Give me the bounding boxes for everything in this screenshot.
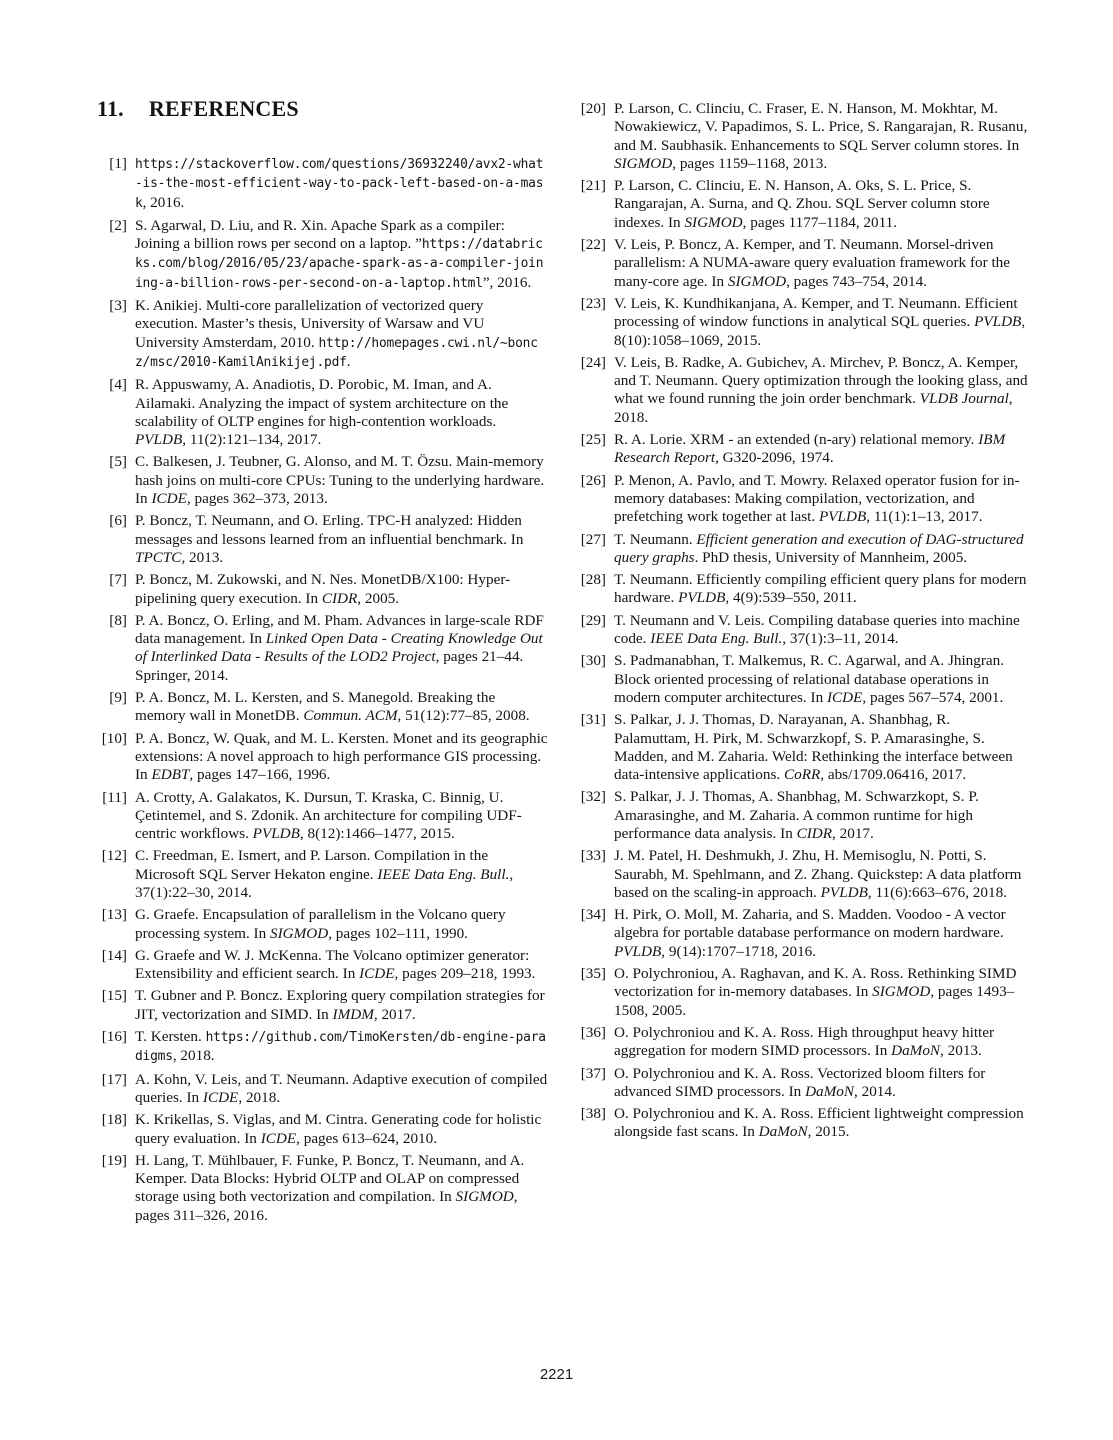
- reference-text: [614, 571, 1028, 608]
- reference-item: [97, 1071, 549, 1108]
- reference-text: [614, 177, 1028, 232]
- reference-number: [32]: [580, 788, 606, 806]
- reference-citation-text: S. Padmanabhan, T. Malkemus, R. C. Agarwal, and A. Jhingran. Block oriented processing of relational database operations in modern computer architectures. In: [614, 652, 1005, 706]
- reference-item: [97, 297, 549, 372]
- reference-citation-text: , 2018.: [614, 390, 1013, 426]
- reference-venue: DaMoN: [805, 1082, 854, 1100]
- reference-item: [576, 177, 1028, 232]
- reference-citation-text: V. Leis, B. Radke, A. Gubichev, A. Mirchev, P. Boncz, A. Kemper, and T. Neumann. Query optimization through the looking glass, and what we found running the join order benchmark.: [614, 353, 1028, 408]
- references-column-left: [97, 96, 549, 1229]
- reference-text: [135, 612, 549, 685]
- reference-item: [97, 906, 549, 943]
- reference-citation-text: H. Lang, T. Mühlbauer, F. Funke, P. Boncz, T. Neumann, and A. Kemper. Data Blocks: Hybrid OLTP and OLAP on compressed storage using both vectorization and compilation. In: [135, 1151, 525, 1206]
- reference-citation-text: P. Boncz, T. Neumann, and O. Erling. TPC-H analyzed: Hidden messages and lessons learned from an influential benchmark. In: [135, 512, 524, 548]
- reference-citation-text: R. A. Lorie. XRM - an extended (n-ary) relational memory.: [614, 431, 979, 449]
- reference-number: [19]: [101, 1151, 127, 1169]
- reference-citation-text: , 11(2):121–134, 2017.: [182, 431, 322, 449]
- reference-citation-text: P. Larson, C. Clinciu, E. N. Hanson, A. Oks, S. L. Price, S. Rangarajan, A. Surna, and Q. Zhou. SQL Server column store indexes. In: [614, 177, 990, 231]
- reference-list-left: [97, 155, 549, 1225]
- reference-number: [2]: [109, 216, 127, 234]
- reference-citation-text: , 9(14):1707–1718, 2016.: [661, 942, 817, 960]
- reference-text: [135, 1111, 549, 1148]
- reference-citation-text: S. Palkar, J. J. Thomas, D. Narayanan, A. Shanbhag, R. Palamuttam, H. Pirk, M. Schwarzkopf, S. P. Amarasinghe, S. Madden, and M. Zaharia. Weld: Rethinking the interface between data-intensive applications.: [614, 711, 1013, 784]
- reference-citation-text: P. A. Boncz, W. Quak, and M. L. Kersten. Monet and its geographic extensions: A novel approach to high performance GIS processing. In: [135, 729, 548, 784]
- reference-citation-text: , pages 21–44. Springer, 2014.: [135, 648, 524, 684]
- reference-citation-text: , 2017.: [832, 824, 874, 842]
- reference-citation-text: J. M. Patel, H. Deshmukh, J. Zhu, H. Memisoglu, N. Potti, S. Saurabh, M. Spehlmann, and Z. Zhang. Quickstep: A data platform based on the scaling-in approach.: [614, 847, 1022, 901]
- reference-url: http://homepages.cwi.nl/~boncz/msc/2010-KamilAnikijej.pdf: [135, 335, 538, 370]
- reference-url: https://github.com/TimoKersten/db-engine-paradigms: [135, 1030, 546, 1065]
- reference-venue: Linked Open Data - Creating Knowledge Out of Interlinked Data - Results of the LOD2 Project: [135, 630, 543, 666]
- reference-citation-text: , 8(10):1058–1069, 2015.: [614, 313, 1026, 349]
- reference-number: [38]: [580, 1105, 606, 1123]
- section-number: 11.: [97, 96, 124, 121]
- reference-citation-text: V. Leis, K. Kundhikanjana, A. Kemper, and T. Neumann. Efficient processing of window functions in analytical SQL queries.: [614, 294, 1018, 331]
- reference-citation-text: , 37(1):3–11, 2014.: [782, 630, 899, 648]
- reference-item: [576, 295, 1028, 350]
- reference-text: [135, 947, 549, 984]
- reference-citation-text: ”, 2016.: [482, 273, 532, 291]
- reference-citation-text: , pages 362–373, 2013.: [186, 490, 328, 508]
- reference-venue: IEEE Data Eng. Bull.: [650, 630, 783, 648]
- reference-citation-text: , 2014.: [854, 1082, 896, 1100]
- reference-venue: PVLDB: [974, 313, 1022, 331]
- reference-citation-text: K. Krikellas, S. Viglas, and M. Cintra. Generating code for holistic query evaluation. In: [135, 1111, 542, 1147]
- reference-text: [135, 730, 549, 785]
- reference-number: [20]: [580, 100, 606, 117]
- reference-citation-text: T. Neumann. Efficiently compiling efficient query plans for modern hardware.: [614, 571, 1027, 607]
- reference-text: [614, 788, 1028, 843]
- reference-citation-text: , pages 613–624, 2010.: [296, 1129, 438, 1147]
- reference-item: [576, 472, 1028, 527]
- reference-text: [614, 1065, 1028, 1102]
- reference-number: [28]: [580, 571, 606, 589]
- reference-venue: SIGMOD: [684, 213, 743, 231]
- reference-text: [135, 512, 549, 567]
- reference-venue: VLDB Journal: [919, 390, 1009, 408]
- reference-citation-text: , pages 743–754, 2014.: [786, 272, 927, 290]
- reference-item: [576, 431, 1028, 468]
- reference-citation-text: , 2017.: [373, 1005, 416, 1023]
- reference-text: [135, 689, 549, 726]
- reference-citation-text: , pages 567–574, 2001.: [862, 688, 1004, 706]
- section-heading: [97, 96, 549, 122]
- reference-citation-text: T. Neumann.: [614, 530, 697, 548]
- reference-venue: PVLDB: [818, 508, 867, 526]
- reference-item: [97, 689, 549, 726]
- reference-citation-text: P. Boncz, M. Zukowski, and N. Nes. MonetDB/X100: Hyper-pipelining query execution. In: [135, 571, 511, 607]
- reference-citation-text: , pages 209–218, 1993.: [394, 965, 536, 983]
- reference-number: [7]: [109, 571, 127, 589]
- reference-citation-text: , 37(1):22–30, 2014.: [135, 865, 514, 901]
- reference-item: [576, 236, 1028, 291]
- reference-item: [576, 1024, 1028, 1061]
- reference-item: [576, 788, 1028, 843]
- reference-number: [3]: [109, 297, 127, 315]
- references-column-right: [576, 100, 1028, 1146]
- reference-number: [21]: [580, 177, 606, 195]
- reference-url: https://stackoverflow.com/questions/36932240/avx2-what-is-the-most-efficient-way-to-pack-left-based-on-a-mask: [135, 157, 544, 211]
- reference-item: [576, 354, 1028, 427]
- reference-citation-text: G. Graefe and W. J. McKenna. The Volcano optimizer generator: Extensibility and efficient search. In: [135, 946, 530, 983]
- reference-number: [9]: [109, 689, 127, 707]
- reference-text: [135, 1152, 549, 1225]
- reference-text: [135, 217, 549, 293]
- reference-citation-text: , 4(9):539–550, 2011.: [725, 589, 857, 607]
- reference-venue: ICDE: [826, 688, 863, 706]
- reference-venue: PVLDB: [820, 883, 868, 901]
- reference-citation-text: , 2016.: [142, 193, 185, 211]
- reference-number: [5]: [109, 453, 127, 471]
- reference-venue: PVLDB: [252, 825, 300, 843]
- reference-text: [135, 906, 549, 943]
- page-number: 2221: [539, 1366, 574, 1383]
- reference-venue: ICDE: [151, 490, 187, 508]
- reference-venue: CIDR: [321, 589, 358, 607]
- reference-text: [135, 1071, 549, 1108]
- reference-citation-text: P. Larson, C. Clinciu, C. Fraser, E. N. Hanson, M. Mokhtar, M. Nowakiewicz, V. Papadimos, S. L. Price, S. Rangarajan, R. Rusanu, and M. Saubhasik. Enhancements to SQL Server column stores. In: [614, 100, 1028, 154]
- reference-number: [11]: [102, 788, 127, 806]
- reference-number: [25]: [580, 431, 606, 449]
- reference-number: [22]: [580, 236, 606, 254]
- reference-number: [33]: [580, 847, 606, 865]
- reference-number: [12]: [101, 847, 127, 865]
- reference-citation-text: , pages 1177–1184, 2011.: [742, 213, 898, 231]
- reference-text: [614, 295, 1028, 350]
- reference-number: [10]: [101, 729, 127, 747]
- reference-citation-text: , G320-2096, 1974.: [715, 449, 834, 467]
- reference-number: [16]: [101, 1028, 127, 1046]
- reference-item: [576, 1065, 1028, 1102]
- reference-citation-text: H. Pirk, O. Moll, M. Zaharia, and S. Madden. Voodoo - A vector algebra for portable database performance on modern hardware.: [614, 906, 1006, 942]
- reference-text: [614, 472, 1028, 527]
- reference-text: [614, 847, 1028, 902]
- reference-number: [34]: [580, 906, 606, 924]
- reference-item: [97, 789, 549, 844]
- reference-venue: CoRR: [783, 766, 821, 784]
- reference-citation-text: T. Neumann and V. Leis. Compiling database queries into machine code.: [614, 611, 1020, 648]
- reference-item: [576, 965, 1028, 1020]
- reference-text: [614, 652, 1028, 707]
- reference-number: [13]: [101, 906, 127, 924]
- reference-venue: CIDR: [796, 824, 833, 842]
- reference-citation-text: , 2013.: [940, 1042, 982, 1060]
- reference-number: [35]: [580, 965, 606, 983]
- reference-text: [614, 711, 1028, 784]
- reference-citation-text: A. Kohn, V. Leis, and T. Neumann. Adaptive execution of compiled queries. In: [135, 1070, 548, 1106]
- reference-venue: PVLDB: [135, 431, 183, 449]
- reference-venue: SIGMOD: [614, 154, 673, 172]
- reference-number: [1]: [109, 155, 127, 172]
- reference-item: [576, 612, 1028, 649]
- reference-number: [8]: [109, 611, 127, 629]
- reference-venue: ICDE: [359, 965, 395, 983]
- reference-text: [135, 987, 549, 1024]
- reference-item: [97, 847, 549, 902]
- reference-text: [614, 906, 1028, 961]
- reference-list-right: [576, 100, 1028, 1142]
- reference-item: [576, 1105, 1028, 1142]
- reference-citation-text: P. A. Boncz, O. Erling, and M. Pham. Advances in large-scale RDF data management. In: [135, 611, 544, 648]
- reference-venue: SIGMOD: [872, 983, 931, 1001]
- reference-citation-text: , 8(12):1466–1477, 2015.: [299, 825, 455, 843]
- reference-citation-text: O. Polychroniou and K. A. Ross. Vectorized bloom filters for advanced SIMD processors. In: [614, 1064, 986, 1100]
- reference-citation-text: , 2018.: [238, 1088, 281, 1106]
- reference-item: [576, 847, 1028, 902]
- reference-citation-text: , abs/1709.06416, 2017.: [820, 766, 967, 784]
- reference-citation-text: S. Palkar, J. J. Thomas, A. Shanbhag, M. Schwarzkopt, S. P. Amarasinghe, and M. Zaharia. A common runtime for high performance data analysis. In: [614, 788, 979, 842]
- reference-number: [23]: [580, 294, 606, 312]
- reference-venue: Efficient generation and execution of DAG-structured query graphs: [614, 530, 1024, 566]
- reference-venue: IBM Research Report: [614, 431, 1006, 467]
- reference-venue: IMDM: [332, 1005, 374, 1023]
- reference-citation-text: , 51(12):77–85, 2008.: [397, 707, 530, 725]
- reference-citation-text: G. Graefe. Encapsulation of parallelism in the Volcano query processing system. In: [135, 906, 506, 942]
- reference-text: [135, 571, 549, 608]
- reference-item: [97, 512, 549, 567]
- reference-text: [135, 155, 549, 213]
- reference-venue: IEEE Data Eng. Bull.: [377, 865, 510, 883]
- reference-text: [614, 965, 1028, 1020]
- reference-citation-text: P. A. Boncz, M. L. Kersten, and S. Manegold. Breaking the memory wall in MonetDB.: [135, 689, 496, 725]
- reference-text: [614, 612, 1028, 649]
- reference-citation-text: , pages 147–166, 1996.: [189, 766, 331, 784]
- reference-venue: SIGMOD: [269, 924, 329, 942]
- reference-number: [18]: [101, 1111, 127, 1129]
- reference-venue: Commun. ACM: [303, 707, 398, 725]
- reference-item: [97, 571, 549, 608]
- reference-text: [614, 431, 1028, 468]
- reference-item: [97, 217, 549, 293]
- reference-number: [27]: [580, 530, 606, 548]
- reference-text: [135, 1028, 549, 1067]
- reference-number: [24]: [580, 353, 606, 371]
- reference-venue: PVLDB: [678, 589, 726, 607]
- reference-number: [17]: [101, 1070, 127, 1088]
- reference-item: [97, 987, 549, 1024]
- reference-item: [97, 1028, 549, 1067]
- reference-text: [614, 1105, 1028, 1142]
- reference-item: [97, 730, 549, 785]
- reference-citation-text: T. Kersten.: [135, 1028, 206, 1046]
- reference-text: [614, 236, 1028, 291]
- reference-item: [97, 612, 549, 685]
- reference-citation-text: R. Appuswamy, A. Anadiotis, D. Porobic, M. Iman, and A. Ailamaki. Analyzing the impact of system architecture on the scalability of OLTP engines for high-contention workloads.: [135, 376, 509, 430]
- reference-item: [97, 1152, 549, 1225]
- reference-text: [135, 847, 549, 902]
- reference-venue: TPCTC: [135, 548, 182, 566]
- reference-citation-text: O. Polychroniou and K. A. Ross. High throughput heavy hitter aggregation for modern SIMD processors. In: [614, 1023, 995, 1060]
- reference-citation-text: , pages 1493–1508, 2005.: [614, 983, 1015, 1019]
- reference-item: [97, 155, 549, 213]
- reference-number: [31]: [580, 711, 606, 729]
- reference-citation-text: .: [346, 352, 351, 370]
- reference-citation-text: , 11(6):663–676, 2018.: [867, 883, 1007, 901]
- reference-citation-text: , 11(1):1–13, 2017.: [866, 508, 983, 526]
- reference-text: [614, 100, 1028, 173]
- reference-citation-text: , pages 1159–1168, 2013.: [672, 154, 828, 172]
- reference-citation-text: A. Crotty, A. Galakatos, K. Dursun, T. Kraska, C. Binnig, U. Çetintemel, and S. Zdonik. An architecture for compiling UDF-centric workflows.: [135, 788, 522, 843]
- reference-venue: ICDE: [202, 1088, 239, 1106]
- reference-item: [576, 571, 1028, 608]
- reference-number: [4]: [109, 376, 127, 394]
- reference-number: [15]: [101, 987, 127, 1005]
- reference-number: [26]: [580, 471, 606, 489]
- reference-text: [614, 354, 1028, 427]
- reference-citation-text: , pages 311–326, 2016.: [135, 1188, 518, 1224]
- reference-venue: SIGMOD: [455, 1188, 514, 1206]
- reference-item: [97, 1111, 549, 1148]
- reference-item: [97, 947, 549, 984]
- reference-number: [30]: [580, 652, 606, 670]
- reference-citation-text: , pages 102–111, 1990.: [328, 924, 468, 942]
- reference-citation-text: , 2013.: [181, 548, 224, 566]
- reference-citation-text: K. Anikiej. Multi-core parallelization of vectorized query execution. Master’s thesis, University of Warsaw and VU University Amsterdam, 2010.: [135, 297, 485, 351]
- reference-number: [36]: [580, 1023, 606, 1041]
- reference-text: [614, 531, 1028, 568]
- reference-venue: ICDE: [260, 1129, 297, 1147]
- reference-item: [576, 711, 1028, 784]
- reference-citation-text: C. Freedman, E. Ismert, and P. Larson. Compilation in the Microsoft SQL Server Hekaton engine.: [135, 847, 489, 883]
- reference-citation-text: P. Menon, A. Pavlo, and T. Mowry. Relaxed operator fusion for in-memory databases: Making compilation, vectorization, and prefetching work together at last.: [614, 471, 1020, 526]
- reference-text: [135, 789, 549, 844]
- reference-url: https://databricks.com/blog/2016/05/23/apache-spark-as-a-compiler-joining-a-billion-rows-per-second-on-a-laptop.html: [135, 237, 544, 291]
- reference-number: [29]: [580, 611, 606, 629]
- reference-number: [14]: [101, 946, 127, 964]
- reference-citation-text: , 2015.: [807, 1123, 850, 1141]
- reference-venue: DaMoN: [758, 1123, 808, 1141]
- reference-citation-text: T. Gubner and P. Boncz. Exploring query compilation strategies for JIT, vectorization and SIMD. In: [135, 987, 545, 1023]
- reference-item: [576, 531, 1028, 568]
- reference-citation-text: , 2018.: [172, 1047, 215, 1065]
- reference-venue: DaMoN: [891, 1042, 941, 1060]
- reference-citation-text: V. Leis, P. Boncz, A. Kemper, and T. Neumann. Morsel-driven parallelism: A NUMA-aware query evaluation framework for the many-core age. In: [614, 236, 1011, 290]
- reference-citation-text: O. Polychroniou and K. A. Ross. Efficient lightweight compression alongside fast scans. In: [614, 1105, 1024, 1141]
- section-title: REFERENCES: [148, 96, 299, 121]
- reference-citation-text: . PhD thesis, University of Mannheim, 2005.: [694, 548, 968, 566]
- reference-venue: SIGMOD: [727, 272, 787, 290]
- reference-venue: EDBT: [151, 766, 190, 784]
- reference-item: [97, 376, 549, 449]
- reference-citation-text: C. Balkesen, J. Teubner, G. Alonso, and M. T. Özsu. Main-memory hash joins on multi-core CPUs: Tuning to the underlying hardware. In: [135, 453, 545, 508]
- reference-text: [614, 1024, 1028, 1061]
- reference-citation-text: , 2005.: [357, 589, 400, 607]
- reference-item: [576, 652, 1028, 707]
- reference-venue: PVLDB: [614, 942, 662, 960]
- reference-number: [37]: [580, 1064, 606, 1082]
- reference-citation-text: O. Polychroniou, A. Raghavan, and K. A. Ross. Rethinking SIMD vectorization for in-memory databases. In: [614, 965, 1017, 1001]
- reference-citation-text: S. Agarwal, D. Liu, and R. Xin. Apache Spark as a compiler: Joining a billion rows per second on a laptop. ”: [135, 216, 505, 253]
- reference-number: [6]: [109, 512, 127, 530]
- reference-text: [135, 297, 549, 372]
- reference-item: [576, 100, 1028, 173]
- reference-text: [135, 453, 549, 508]
- reference-item: [576, 906, 1028, 961]
- reference-item: [97, 453, 549, 508]
- reference-text: [135, 376, 549, 449]
